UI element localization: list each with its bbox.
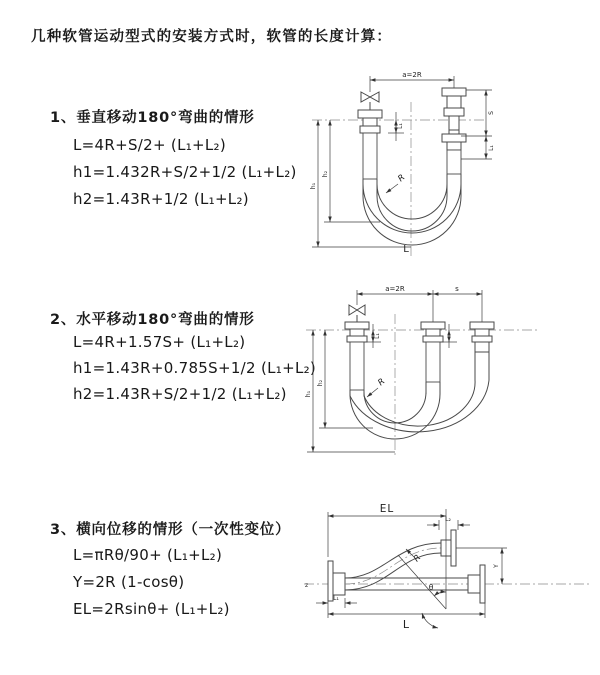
d2-middle-braided-hose: [426, 342, 440, 382]
d1-dim-l1-right-label: L₁: [488, 145, 495, 151]
section-1-formula-h1: h1=1.432R+S/2+1/2 (L₁+L₂): [73, 163, 297, 181]
d1-dim-h2-label: h₂: [322, 170, 329, 178]
diagram-lateral-displacement: [298, 497, 598, 662]
d2-dim-a2r-label: a=2R: [385, 285, 405, 293]
d1-left-braided-hose: [363, 133, 377, 179]
section-1-formula-h2: h2=1.43R+1/2 (L₁+L₂): [73, 190, 249, 208]
d3-drawing: [328, 530, 485, 603]
d2-dim-l1-label: L₁: [374, 333, 381, 339]
d2-left-braided-hose: [350, 342, 364, 390]
d2-dim-s-label: s: [455, 285, 459, 293]
d3-right-flange: [480, 565, 485, 603]
d3-dim-l1-label: L₁: [333, 595, 339, 602]
d1-radius-label: R: [396, 172, 408, 185]
d3-angle-arc: [434, 592, 446, 596]
d1-drawing: [358, 76, 466, 245]
d3-centerline-mark: z: [305, 582, 309, 589]
d2-hose-arc: [350, 380, 489, 432]
d2-dim-h1-label: h₁: [305, 390, 312, 398]
d1-dim-h1-label: h₁: [310, 182, 317, 190]
diagram-horizontal-180-bend: [303, 280, 593, 465]
section-2-formula-h1: h1=1.43R+0.785S+1/2 (L₁+L₂): [73, 359, 317, 377]
d2-drawing: [345, 290, 494, 439]
d1-length-label: L: [403, 244, 409, 255]
diagram-vertical-180-bend: [308, 64, 593, 264]
d3-dim-l-label: L: [402, 618, 410, 631]
section-3-formula-Y: Y=2R (1-cosθ): [73, 573, 185, 591]
page-title: 几种软管运动型式的安装方式时，软管的长度计算：: [31, 29, 393, 45]
d1-hose-arc: [377, 184, 447, 219]
d3-radius-label: R: [411, 552, 424, 565]
d2-valve-icon: [349, 305, 365, 315]
section-3-heading: 3、横向位移的情形（一次性变位）: [50, 522, 291, 538]
section-2-heading: 2、水平移动180°弯曲的情形: [50, 312, 255, 328]
d3-dim-l2-label: L₂: [445, 516, 451, 523]
section-3-formula-L: L=πRθ/90+ (L₁+L₂): [73, 546, 223, 564]
d1-dim-l1-left-label: L₁: [397, 123, 404, 129]
d3-dimensions: [316, 509, 507, 628]
d1-dim-a2r-label: a=2R: [402, 71, 422, 79]
d3-s-hose: [345, 543, 441, 578]
d3-angle-arc: [422, 613, 438, 628]
section-2-formula-h2: h2=1.43R+S/2+1/2 (L₁+L₂): [73, 385, 287, 403]
d3-angle-theta-label: θ: [428, 583, 434, 592]
d2-radius-label: R: [376, 376, 388, 389]
d2-dim-h2-label: h₂: [317, 379, 324, 387]
d3-dim-y-label: Y: [493, 564, 500, 568]
d3-upper-flange: [451, 530, 456, 566]
section-1-heading: 1、垂直移动180°弯曲的情形: [50, 110, 255, 126]
d3-construction-diagonal: [398, 552, 446, 609]
d1-dimensions: [312, 80, 492, 247]
d2-dimensions: [307, 294, 482, 452]
d3-dim-el-label: EL: [379, 503, 395, 515]
section-2-formula-L: L=4R+1.57S+ (L₁+L₂): [73, 333, 246, 351]
d1-valve-icon: [361, 92, 379, 102]
d1-dim-s-label: S: [488, 111, 495, 115]
section-1-formula-L: L=4R+S/2+ (L₁+L₂): [73, 136, 227, 154]
section-3-formula-EL: EL=2Rsinθ+ (L₁+L₂): [73, 600, 230, 618]
d1-right-braided-hose: [447, 150, 461, 174]
d1-hose-arc: [377, 196, 447, 231]
